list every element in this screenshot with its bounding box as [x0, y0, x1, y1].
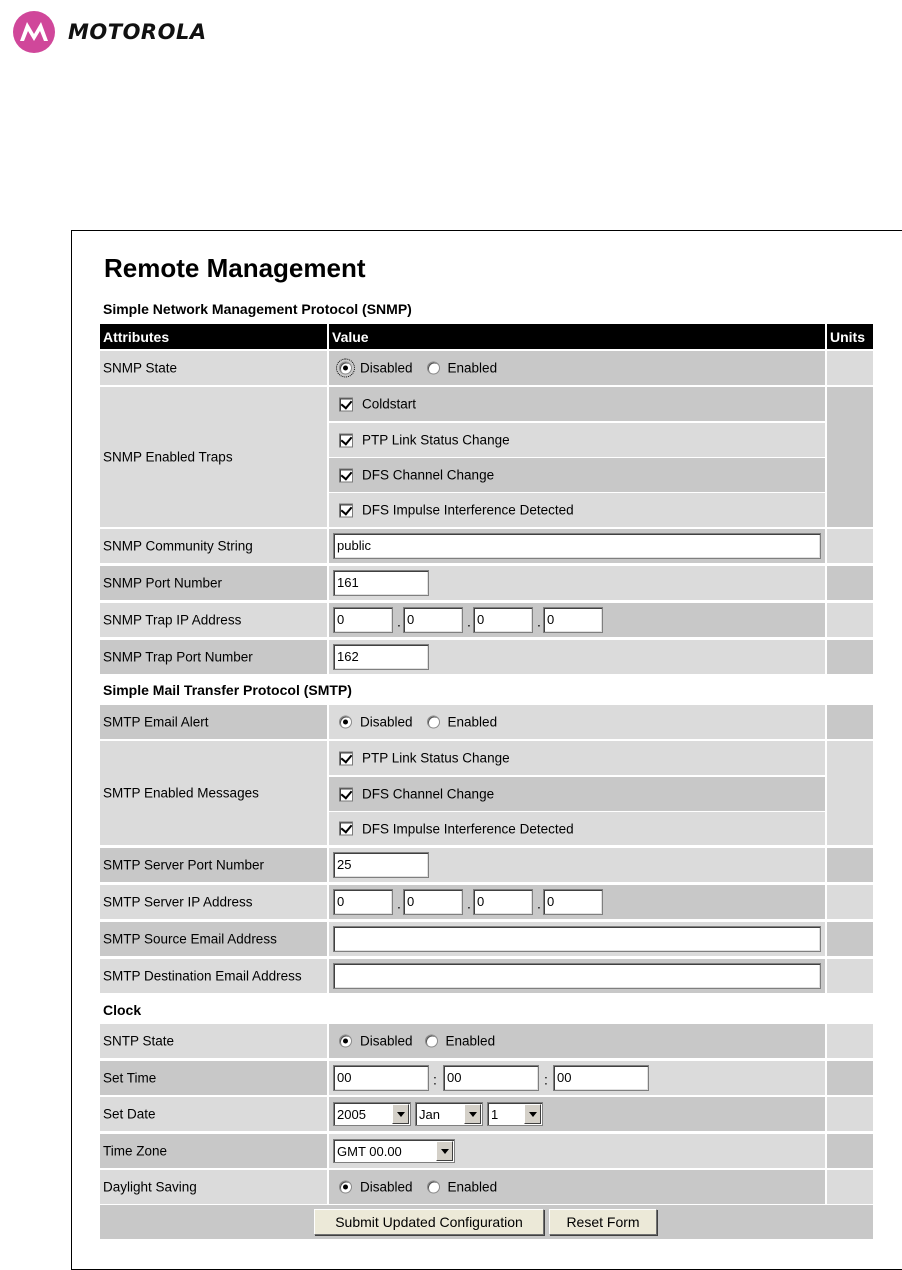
chevron-down-icon[interactable]: [392, 1104, 409, 1124]
smtp-alert-label: SMTP Email Alert: [103, 714, 209, 730]
date-year-select[interactable]: [333, 1102, 411, 1126]
sntp-enabled-label: Enabled: [445, 1033, 496, 1049]
submit-button[interactable]: Submit Updated Configuration: [314, 1209, 544, 1235]
smtp-messages-label: SMTP Enabled Messages: [103, 785, 259, 801]
row-smtp-dest-email: [100, 959, 873, 993]
row-smtp-messages: [100, 741, 873, 845]
smtp-server-port-label: SMTP Server Port Number: [103, 857, 265, 873]
time-zone-label: Time Zone: [103, 1143, 168, 1159]
brand-name: MOTOROLA: [68, 20, 207, 44]
row-snmp-trap-ip: [100, 603, 873, 637]
smtp-dest-email-label: SMTP Destination Email Address: [103, 968, 302, 984]
snmp-trap-port-input[interactable]: 162: [333, 644, 429, 670]
smtp-alert-radio-group: [339, 715, 497, 730]
time-hours-input[interactable]: 00: [333, 1065, 429, 1091]
config-panel: [71, 230, 902, 1270]
time-separator: :: [544, 1071, 548, 1088]
snmp-state-disabled-label: Disabled: [360, 360, 413, 376]
date-day-value: 1: [491, 1107, 499, 1122]
ip-separator: .: [467, 613, 471, 630]
trap-ptp-link-checkbox[interactable]: [339, 433, 353, 447]
set-date-label: Set Date: [103, 1106, 156, 1122]
row-daylight-saving: [100, 1170, 873, 1204]
trap-dfs-impulse-checkbox[interactable]: [339, 503, 353, 517]
date-day-select[interactable]: [487, 1102, 543, 1126]
smtp-server-ip-octet-2[interactable]: 0: [403, 889, 463, 915]
trap-ptp-link-label: PTP Link Status Change: [362, 432, 510, 448]
trap-dfs-impulse-row: [329, 493, 825, 527]
sntp-disabled-label: Disabled: [360, 1033, 413, 1049]
trap-coldstart-row: [329, 387, 825, 421]
set-time-label: Set Time: [103, 1070, 157, 1086]
msg-dfs-channel-label: DFS Channel Change: [362, 786, 495, 802]
row-snmp-trap-port: [100, 640, 873, 674]
snmp-trap-ip-label: SNMP Trap IP Address: [103, 612, 242, 628]
row-time-zone: [100, 1134, 873, 1168]
msg-ptp-link-label: PTP Link Status Change: [362, 750, 510, 766]
snmp-port-label: SNMP Port Number: [103, 575, 223, 591]
motorola-batwing-logo-icon: [12, 10, 56, 54]
col-value: Value: [332, 328, 369, 345]
dst-enabled-label: Enabled: [447, 1179, 498, 1195]
snmp-trap-ip-octet-2[interactable]: 0: [403, 607, 463, 633]
snmp-state-disabled-radio[interactable]: [339, 362, 352, 375]
smtp-alert-disabled-radio[interactable]: [339, 716, 352, 729]
snmp-state-radio-group: [339, 361, 497, 376]
smtp-dest-email-input[interactable]: [333, 963, 821, 989]
section-clock-title: Clock: [103, 1002, 142, 1018]
chevron-down-icon[interactable]: [464, 1104, 481, 1124]
row-set-date: [100, 1097, 873, 1131]
smtp-server-ip-octet-1[interactable]: 0: [333, 889, 393, 915]
trap-dfs-channel-row: [329, 458, 825, 492]
ip-separator: .: [397, 613, 401, 630]
smtp-source-email-input[interactable]: [333, 926, 821, 952]
msg-dfs-impulse-label: DFS Impulse Interference Detected: [362, 821, 574, 836]
sntp-disabled-radio[interactable]: [339, 1035, 352, 1048]
daylight-saving-label: Daylight Saving: [103, 1179, 197, 1195]
smtp-alert-enabled-label: Enabled: [447, 714, 498, 730]
dst-disabled-radio[interactable]: [339, 1181, 352, 1194]
smtp-server-ip-octet-3[interactable]: 0: [473, 889, 533, 915]
snmp-community-label: SNMP Community String: [103, 538, 253, 554]
date-month-select[interactable]: [415, 1102, 483, 1126]
trap-dfs-impulse-label: DFS Impulse Interference Detected: [362, 502, 574, 518]
smtp-alert-disabled-label: Disabled: [360, 714, 413, 730]
sntp-state-label: SNTP State: [103, 1033, 175, 1049]
msg-ptp-link-checkbox[interactable]: [339, 751, 353, 765]
section-snmp-title: Simple Network Management Protocol (SNMP): [103, 301, 412, 317]
time-zone-select[interactable]: [333, 1139, 455, 1163]
trap-ptp-link-row: [329, 423, 825, 457]
dst-enabled-radio[interactable]: [427, 1181, 440, 1194]
smtp-source-email-label: SMTP Source Email Address: [103, 931, 277, 947]
row-sntp-state: [100, 1024, 873, 1058]
col-units: Units: [830, 328, 865, 345]
row-smtp-alert: [100, 705, 873, 739]
msg-dfs-impulse-checkbox[interactable]: [339, 822, 353, 836]
section-smtp-title: Simple Mail Transfer Protocol (SMTP): [103, 682, 352, 698]
ip-separator: .: [537, 895, 541, 912]
trap-dfs-channel-checkbox[interactable]: [339, 468, 353, 482]
ip-separator: .: [397, 895, 401, 912]
trap-coldstart-label: Coldstart: [362, 396, 417, 412]
col-attributes: Attributes: [103, 328, 170, 345]
smtp-server-ip-label: SMTP Server IP Address: [103, 894, 253, 910]
msg-dfs-impulse-row: [329, 812, 825, 845]
time-separator: :: [433, 1071, 437, 1088]
snmp-traps-label: SNMP Enabled Traps: [103, 449, 233, 465]
smtp-server-ip-octet-4[interactable]: 0: [543, 889, 603, 915]
row-smtp-source-email: [100, 922, 873, 956]
snmp-trap-ip-octet-4[interactable]: 0: [543, 607, 603, 633]
ip-separator: .: [537, 613, 541, 630]
snmp-community-input[interactable]: public: [333, 533, 821, 559]
chevron-down-icon[interactable]: [524, 1104, 541, 1124]
snmp-trap-ip-octet-3[interactable]: 0: [473, 607, 533, 633]
sntp-radio-group: [339, 1034, 495, 1049]
reset-button[interactable]: Reset Form: [549, 1209, 657, 1235]
row-smtp-server-port: [100, 848, 873, 882]
brand-header: [12, 8, 207, 56]
snmp-trap-ip-octet-1[interactable]: 0: [333, 607, 393, 633]
msg-dfs-channel-row: [329, 777, 825, 811]
table-header-row: [100, 324, 873, 349]
row-snmp-community: [100, 529, 873, 563]
time-seconds-input[interactable]: 00: [553, 1065, 649, 1091]
sntp-enabled-radio[interactable]: [425, 1035, 438, 1048]
msg-dfs-channel-checkbox[interactable]: [339, 787, 353, 801]
trap-dfs-channel-label: DFS Channel Change: [362, 467, 495, 483]
smtp-alert-enabled-radio[interactable]: [427, 716, 440, 729]
date-month-value: Jan: [419, 1107, 440, 1122]
time-minutes-input[interactable]: 00: [443, 1065, 539, 1091]
snmp-state-enabled-radio[interactable]: [427, 362, 440, 375]
snmp-state-enabled-label: Enabled: [447, 360, 498, 376]
row-smtp-server-ip: [100, 885, 873, 919]
dst-disabled-label: Disabled: [360, 1179, 413, 1195]
snmp-state-label: SNMP State: [103, 360, 178, 376]
time-zone-value: GMT 00.00: [337, 1144, 402, 1159]
chevron-down-icon[interactable]: [436, 1141, 453, 1161]
ip-separator: .: [467, 895, 471, 912]
row-snmp-port: [100, 566, 873, 600]
row-snmp-state: [100, 351, 873, 385]
snmp-trap-port-label: SNMP Trap Port Number: [103, 649, 253, 665]
date-year-value: 2005: [337, 1107, 366, 1122]
row-snmp-traps: [100, 387, 873, 527]
msg-ptp-link-row: [329, 741, 825, 775]
dst-radio-group: [339, 1180, 497, 1195]
row-set-time: [100, 1061, 873, 1095]
page-title: Remote Management: [104, 253, 366, 283]
form-actions: [100, 1205, 873, 1239]
smtp-server-port-input[interactable]: 25: [333, 852, 429, 878]
snmp-port-input[interactable]: 161: [333, 570, 429, 596]
trap-coldstart-checkbox[interactable]: [339, 397, 353, 411]
